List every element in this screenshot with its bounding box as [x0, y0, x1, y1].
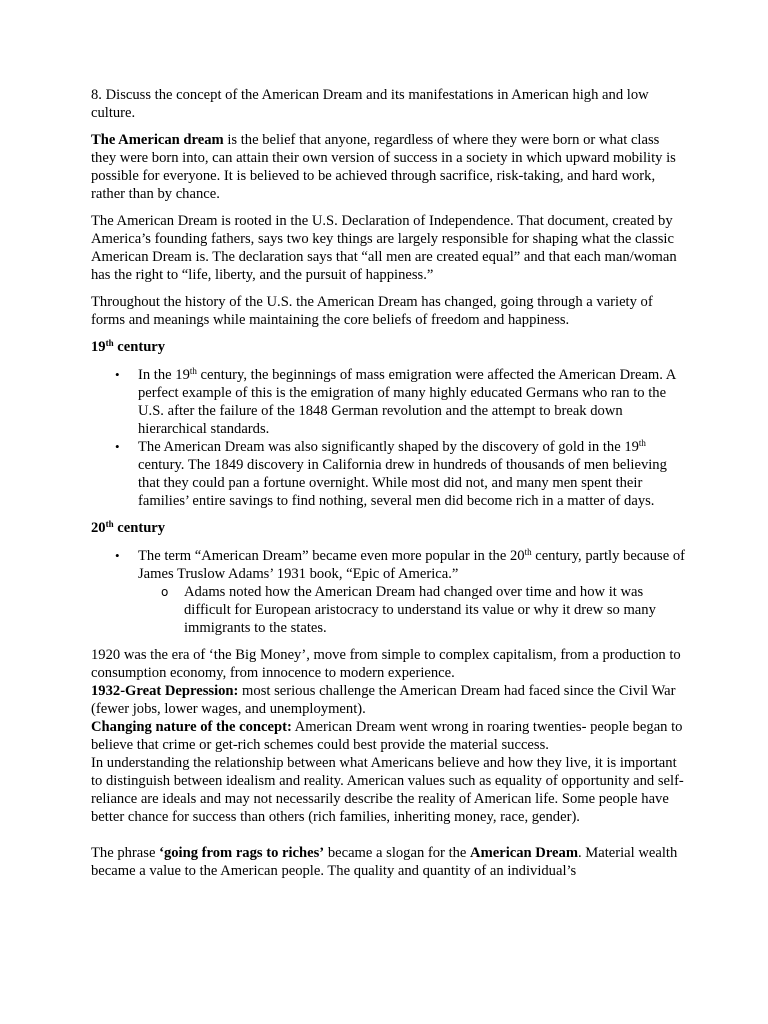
- item-text-end: century. The 1849 discovery in California drew in hundreds of thousands of men believing that they could pan a fortune overnight. While most did not, and many men spent their families’ entire savings to find nothing, several men did become rich in a matter of days.: [138, 457, 667, 509]
- heading-19-word: century: [113, 339, 166, 355]
- item-text-suffix: th: [189, 366, 197, 376]
- heading-20-number: 20: [91, 520, 106, 536]
- bullet-icon: •: [115, 367, 120, 382]
- depression-text: most serious challenge the American Dream had faced since the Civil War (fewer jobs, lower wages, and unemployment).: [91, 683, 676, 717]
- item-text-suffix: th: [524, 547, 532, 557]
- heading-20-word: century: [113, 520, 166, 536]
- history-paragraph: Throughout the history of the U.S. the American Dream has changed, going through a variety of forms and meanings while maintaining the core beliefs of freedom and happiness.: [91, 294, 653, 328]
- list-19th-century: [91, 366, 687, 510]
- changing-text: American Dream went wrong in roaring twenties- people began to believe that crime or get-rich schemes could best provide the material success.: [91, 719, 683, 753]
- depression-paragraph: [91, 682, 687, 718]
- changing-paragraph: [91, 718, 687, 754]
- declaration-paragraph: The American Dream is rooted in the U.S. Declaration of Independence. That document, created by America’s founding fathers, says two key things are largely responsible for shaping what the classic American Dream is. The declaration says that “all men are created equal” and that each man/woman has the right to “life, liberty, and the pursuit of happiness.”: [91, 213, 677, 283]
- question-paragraph: 8. Discuss the concept of the American Dream and its manifestations in American high and low culture.: [91, 87, 649, 121]
- intro-term: The American dream: [91, 132, 224, 148]
- item-text-start: In the 19: [138, 367, 190, 383]
- sub-list-item: [91, 583, 687, 637]
- heading-19th-century: [91, 338, 687, 356]
- heading-20-suffix: th: [105, 519, 114, 529]
- item-text-suffix: th: [638, 438, 646, 448]
- rags-text-2: became a slogan for the: [324, 845, 471, 861]
- changing-term: Changing nature of the concept:: [91, 719, 292, 735]
- sub-list: [138, 583, 687, 637]
- list-20th-century: [91, 547, 687, 637]
- blank-line: [91, 826, 687, 844]
- item-text-end: century, partly because of James Truslow Adams’ 1931 book, “Epic of America.”: [138, 548, 686, 582]
- list-item: [91, 547, 687, 637]
- rags-text-3: . Material wealth became a value to the American people. The quality and quantity of an individual’s: [91, 845, 678, 879]
- rags-paragraph: [91, 844, 687, 880]
- heading-20th-century: [91, 519, 687, 537]
- heading-19-number: 19: [91, 339, 106, 355]
- rags-term: American Dream: [470, 845, 578, 861]
- intro-text: is the belief that anyone, regardless of where they were born or what class they were born into, can attain their own version of success in a society in which upward mobility is possible for everyone. It is believed to be achieved through sacrifice, risk-taking, and hard work, rather than by chance.: [91, 132, 676, 202]
- item-text-end: century, the beginnings of mass emigration were affected the American Dream. A perfect example of this is the emigration of many highly educated Germans who ran to the U.S. after the failure of the 1848 German revolution and the attempt to break down hierarchical standards.: [138, 367, 676, 437]
- intro-paragraph: [91, 131, 687, 203]
- bullet-icon: •: [115, 439, 120, 454]
- document-body: [91, 86, 687, 889]
- rags-text-1: The phrase: [91, 845, 160, 861]
- list-item: [91, 438, 687, 510]
- heading-19-suffix: th: [105, 338, 114, 348]
- relationship-paragraph: In understanding the relationship between what Americans believe and how they live, it is important to distinguish between idealism and reality. American values such as equality of opportunity and self-reliance are ideals and may not necessarily describe the reality of American life. Some people have better chance for success than others (rich families, inheriting money, race, gender).: [91, 755, 684, 825]
- big-money-paragraph: 1920 was the era of ‘the Big Money’, move from simple to complex capitalism, from a production to consumption economy, from innocence to modern experience.: [91, 647, 681, 681]
- rags-phrase: ‘going from rags to riches’: [159, 845, 325, 861]
- list-item: [91, 366, 687, 438]
- sub-item-text: Adams noted how the American Dream had changed over time and how it was difficult for European aristocracy to understand its value or why it drew so many immigrants to the states.: [184, 584, 656, 636]
- bullet-icon: •: [115, 548, 120, 563]
- item-text-start: The American Dream was also significantly shaped by the discovery of gold in the 19: [138, 439, 639, 455]
- depression-term: 1932-Great Depression:: [91, 683, 239, 699]
- item-text-start: The term “American Dream” became even more popular in the 20: [138, 548, 525, 564]
- circle-bullet-icon: o: [161, 585, 169, 599]
